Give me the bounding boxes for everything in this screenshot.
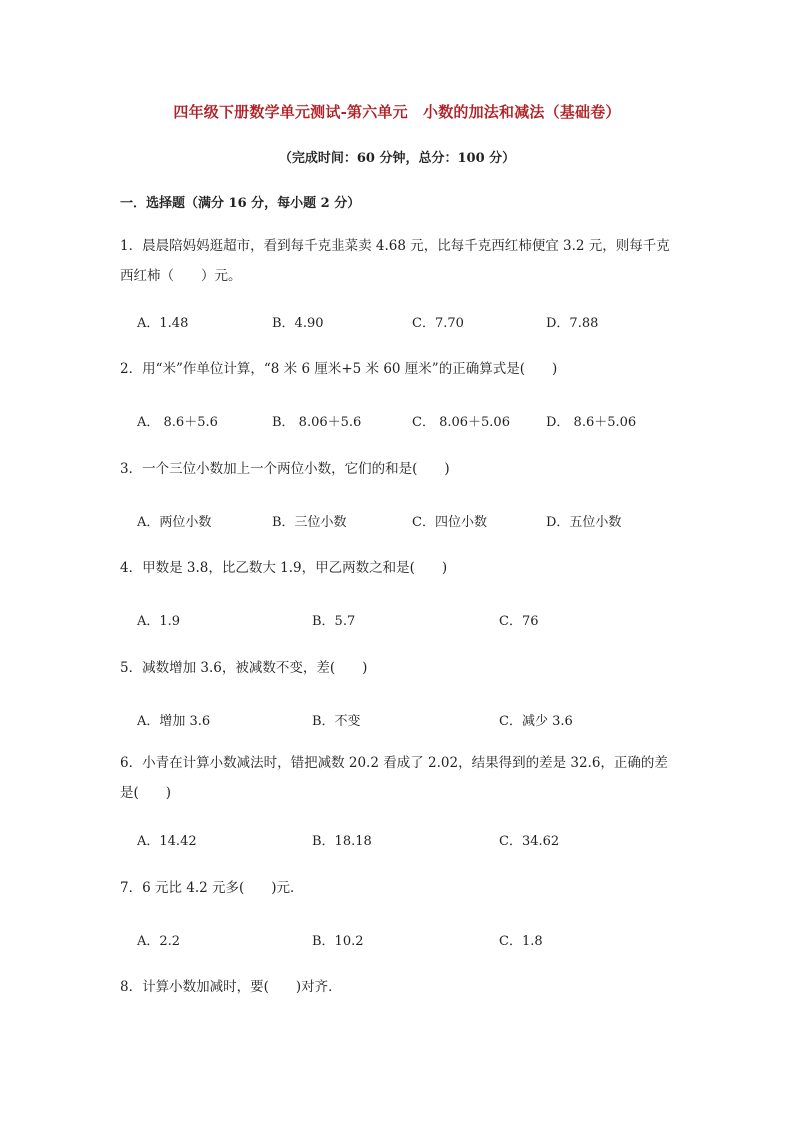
option-c[interactable]: C．76 — [499, 614, 539, 629]
option-d[interactable]: D． 8.6＋5.06 — [546, 415, 637, 430]
question-7: 7．6 元比 4.2 元多( )元． — [120, 880, 304, 896]
option-a[interactable]: A．增加 3.6 — [137, 714, 211, 729]
exam-info: （完成时间：60 分钟，总分：100 分） — [278, 151, 516, 166]
page-title: 四年级下册数学单元测试-第六单元 小数的加法和减法（基础卷） — [173, 103, 621, 121]
option-c[interactable]: C．1.8 — [499, 934, 543, 949]
option-b[interactable]: B．4.90 — [272, 316, 324, 331]
option-a[interactable]: A．14.42 — [137, 834, 197, 849]
question-5: 5．减数增加 3.6，被减数不变，差( ) — [120, 660, 368, 676]
question-4: 4．甲数是 3.8，比乙数大 1.9，甲乙两数之和是( ) — [120, 560, 448, 576]
option-d[interactable]: D．五位小数 — [546, 515, 622, 530]
option-b[interactable]: B．不变 — [312, 714, 361, 729]
question-6: 6．小青在计算小数减法时，错把减数 20.2 看成了 2.02，结果得到的差是 32.6，正确的差是( ) — [120, 755, 668, 801]
option-b[interactable]: B．10.2 — [312, 934, 364, 949]
question-1: 1．晨晨陪妈妈逛超市，看到每千克韭菜卖 4.68 元，比每千克西红柿便宜 3.2 元，则每千克西红柿（ ）元。 — [120, 238, 670, 284]
option-c[interactable]: C．34.62 — [499, 834, 560, 849]
option-a[interactable]: A．1.9 — [137, 614, 181, 629]
option-c[interactable]: C．减少 3.6 — [499, 714, 573, 729]
option-a[interactable]: A．2.2 — [137, 934, 181, 949]
option-c[interactable]: C． 8.06＋5.06 — [412, 415, 510, 430]
option-c[interactable]: C．四位小数 — [412, 515, 487, 530]
question-3: 3．一个三位小数加上一个两位小数，它们的和是( ) — [120, 461, 450, 477]
question-2: 2．用“米”作单位计算，“8 米 6 厘米+5 米 60 厘米”的正确算式是( ) — [120, 361, 558, 377]
option-b[interactable]: B．5.7 — [312, 614, 356, 629]
option-b[interactable]: B． 8.06＋5.6 — [272, 415, 362, 430]
option-b[interactable]: B．18.18 — [312, 834, 372, 849]
option-b[interactable]: B．三位小数 — [272, 515, 347, 530]
option-a[interactable]: A．两位小数 — [137, 515, 212, 530]
option-c[interactable]: C．7.70 — [412, 316, 464, 331]
option-a[interactable]: A． 8.6＋5.6 — [137, 415, 218, 430]
option-a[interactable]: A．1.48 — [137, 316, 189, 331]
option-d[interactable]: D．7.88 — [546, 316, 599, 331]
section-heading: 一．选择题（满分 16 分，每小题 2 分） — [120, 196, 361, 211]
question-8: 8．计算小数加减时，要( )对齐． — [120, 979, 342, 995]
